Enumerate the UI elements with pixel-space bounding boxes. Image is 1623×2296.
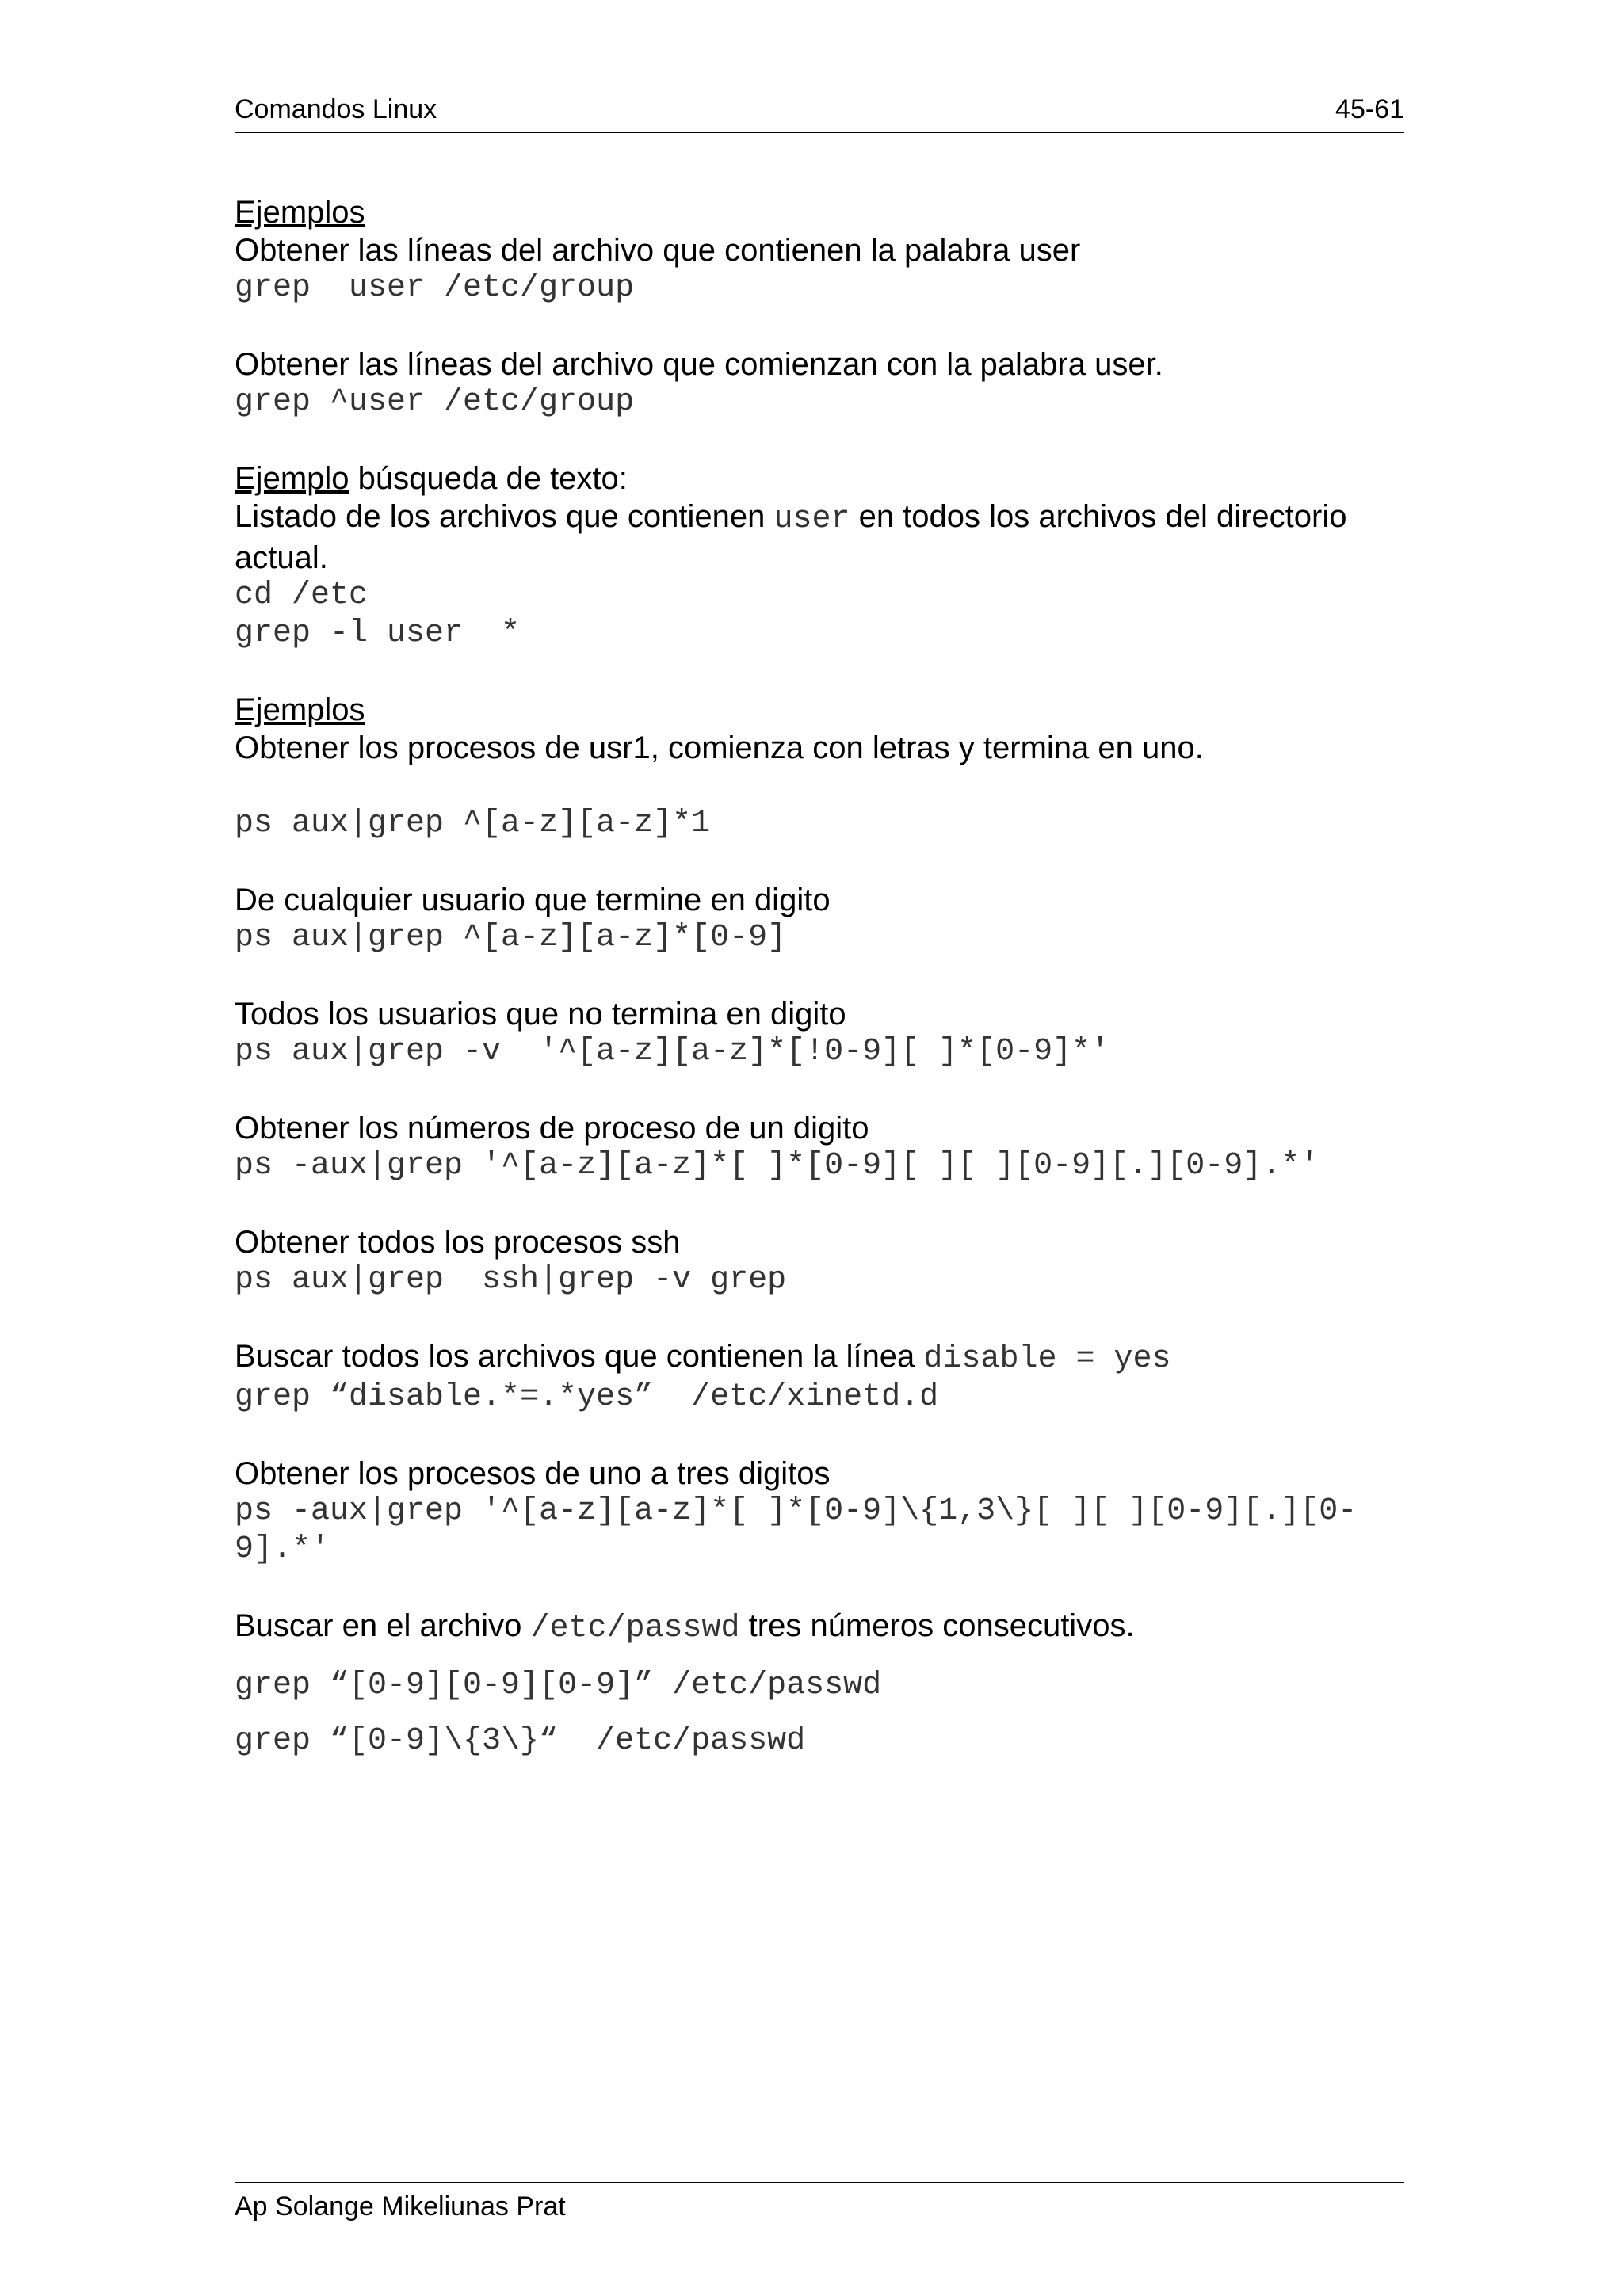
example-description: Obtener todos los procesos ssh [235, 1225, 681, 1260]
header-title: Comandos Linux [235, 94, 437, 124]
example-description: De cualquier usuario que termine en digito [235, 883, 831, 917]
footer-author: Ap Solange Mikeliunas Prat [235, 2191, 566, 2222]
page-header [235, 92, 1404, 133]
code-line: ps aux|grep ^[a-z][a-z]*[0-9] [235, 920, 787, 955]
heading-underlined: Ejemplo [235, 461, 349, 496]
code-line: ps -aux|grep '^[a-z][a-z]*[ ]*[0-9][ ][ ][0-9][.][0-9].*' [235, 1148, 1319, 1184]
example-description: Obtener los procesos de uno a tres digitos [235, 1456, 831, 1491]
header-page-number: 45-61 [1335, 94, 1404, 124]
section-heading-ejemplos-1: Ejemplos [235, 195, 365, 230]
example-description: Todos los usuarios que no termina en digito [235, 997, 846, 1032]
code-line: grep user /etc/group [235, 270, 635, 306]
code-line: ps aux|grep -v '^[a-z][a-z]*[!0-9][ ]*[0-9]*' [235, 1034, 1110, 1070]
example-description: Obtener los procesos de usr1, comienza con letras y termina en uno. [235, 730, 1204, 765]
code-line: ps aux|grep ^[a-z][a-z]*1 [235, 806, 711, 841]
inline-code: disable = yes [923, 1341, 1171, 1377]
section-heading-ejemplos-2: Ejemplos [235, 692, 365, 727]
example-description: Obtener los números de proceso de un digito [235, 1111, 869, 1146]
code-line-wrapped: ps -aux|grep '^[a-z][a-z]*[ ]*[0-9]\{1,3\}[ ][ ][0-9][.][0-9].*' [235, 1493, 1358, 1567]
example-description: Obtener las líneas del archivo que contienen la palabra user [235, 233, 1081, 268]
text-fragment: Listado de los archivos que contienen [235, 499, 774, 534]
inline-code: /etc/passwd [530, 1611, 740, 1646]
example-description [235, 498, 1407, 577]
code-line: grep -l user * [235, 616, 521, 651]
page-footer [235, 2182, 1404, 2222]
text-fragment: en todos los archivos del directorio actual. [235, 499, 1347, 575]
heading-rest: búsqueda de texto: [349, 461, 628, 496]
code-line: ps aux|grep ssh|grep -v grep [235, 1262, 787, 1298]
code-line: grep “[0-9]\{3\}“ /etc/passwd [235, 1723, 806, 1759]
section-heading-ejemplo [235, 460, 1407, 498]
code-line: cd /etc [235, 578, 369, 613]
code-line: grep ^user /etc/group [235, 384, 635, 420]
text-fragment: Buscar en el archivo [235, 1608, 531, 1643]
code-line: grep “[0-9][0-9][0-9]” /etc/passwd [235, 1668, 882, 1703]
code-line: grep “disable.*=.*yes” /etc/xinetd.d [235, 1379, 939, 1415]
text-fragment: tres números consecutivos. [739, 1608, 1135, 1643]
example-description: Obtener las líneas del archivo que comienzan con la palabra user. [235, 347, 1163, 382]
text-fragment: Buscar todos los archivos que contienen la línea [235, 1339, 924, 1374]
page-content [235, 193, 1407, 1760]
example-description [235, 1337, 1407, 1379]
example-description [235, 1607, 1407, 1648]
inline-code: user [773, 502, 850, 537]
